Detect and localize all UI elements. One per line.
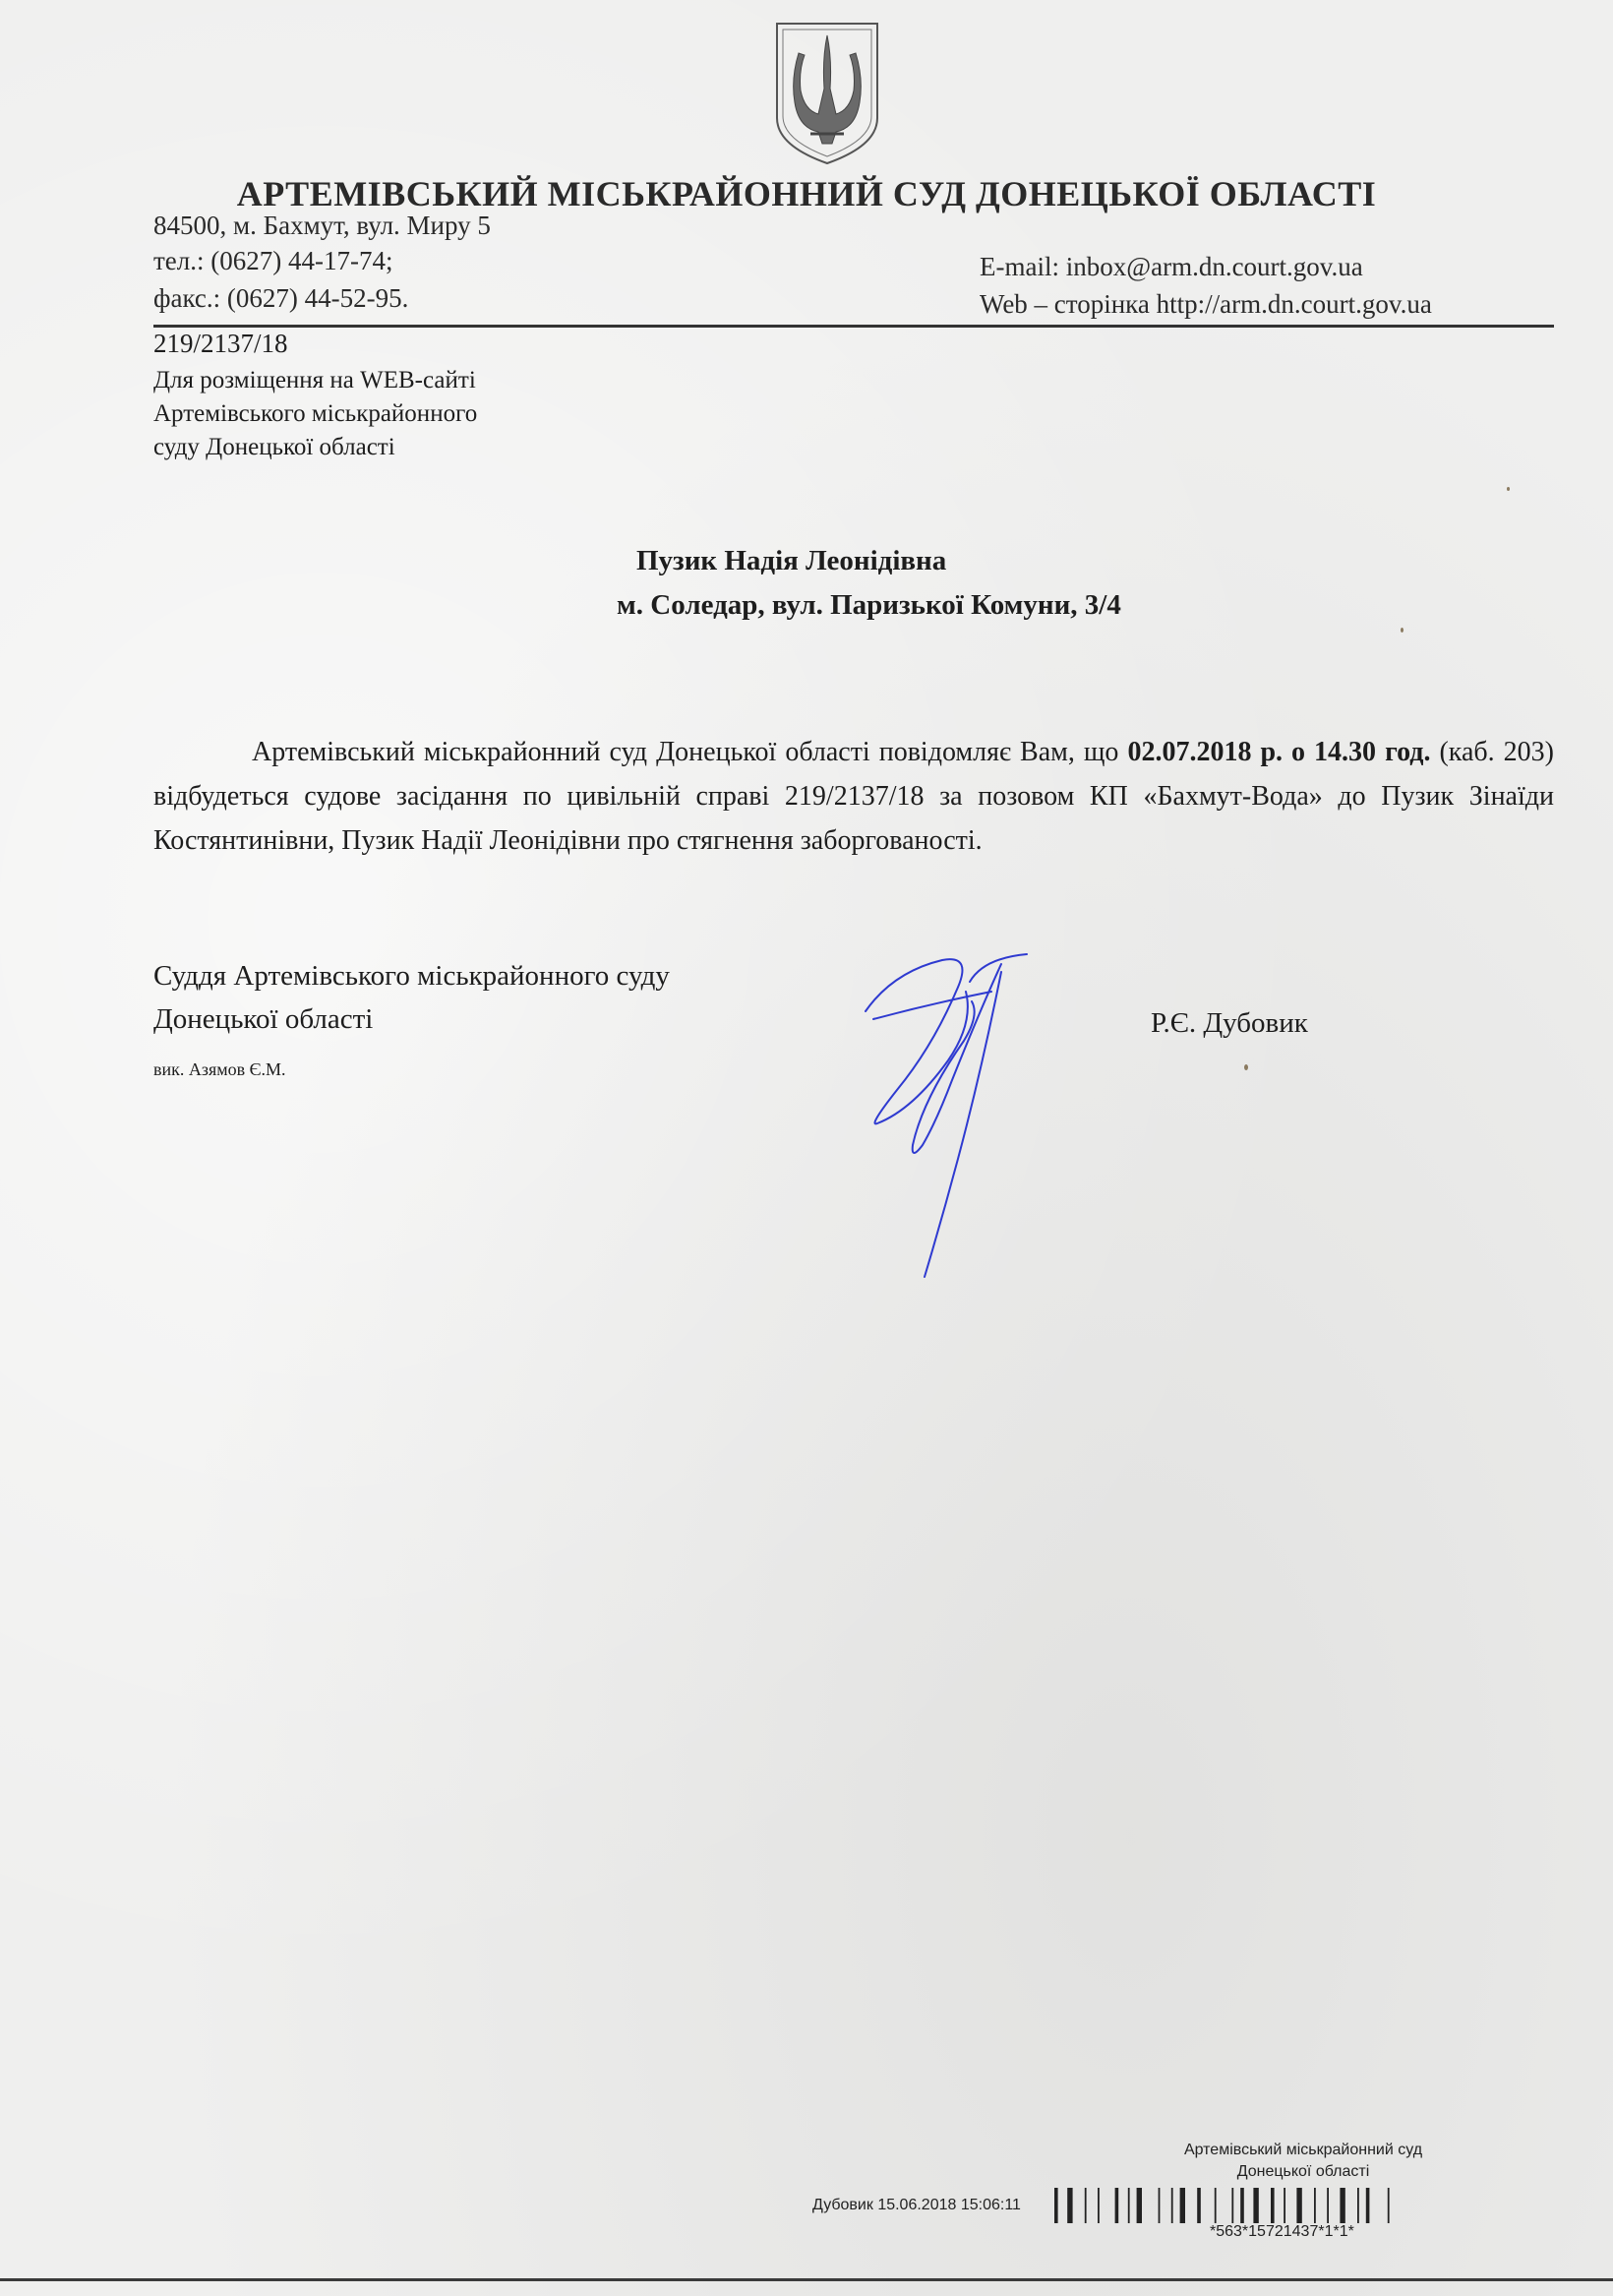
barcode-bar [1128,2188,1130,2223]
notice-paragraph [153,730,1554,863]
recipient-name: Пузик Надія Леонідівна [636,545,947,576]
stamp-line: Донецької області [1236,2163,1370,2180]
barcode-bar [1284,2188,1285,2223]
recipient-address: м. Соледар, вул. Паризької Комуни, 3/4 [617,589,1121,621]
page-edge-shadow [0,2278,1613,2281]
paper-speck [1507,487,1510,491]
barcode-bar [1271,2188,1275,2223]
barcode-bar [1388,2188,1390,2223]
executor-note: вик. Азямов Є.М. [153,1059,286,1079]
barcode-bar [1197,2188,1201,2223]
barcode-bar [1314,2188,1316,2223]
hearing-datetime: 02.07.2018 р. о 14.30 год. [1127,737,1431,767]
court-website: Web – сторінка http://arm.dn.court.gov.ua [980,289,1432,319]
barcode-text: *563*15721437*1*1* [1210,2223,1354,2240]
web-note-line: Для розміщення на WEB-сайті [153,367,476,393]
document-barcode [1054,2188,1556,2223]
barcode-bar [1115,2188,1119,2223]
barcode-bar [1180,2188,1185,2223]
barcode-bar [1098,2188,1100,2223]
barcode-bar [1240,2188,1244,2223]
court-email: E-mail: inbox@arm.dn.court.gov.ua [980,252,1363,281]
barcode-bar [1137,2188,1142,2223]
judge-title-line: Донецької області [153,1003,374,1035]
judge-name: Р.Є. Дубовик [1151,1007,1308,1039]
header-rule [153,325,1554,328]
judge-title [153,954,670,1041]
handwritten-signature [854,952,1039,1279]
notice-details: (каб. 203) відбудеться судове засідання по цивільній справі 219/2137/18 за позовом КП «Бахмут-Вода» до Пузик Зінаїди Костянтинівни, Пузик Надії Леонідівни про стягнення заборгованості. [153,737,1554,856]
barcode-bar [1054,2188,1058,2223]
signature-timestamp: Дубовик 15.06.2018 15:06:11 [812,2197,1021,2213]
barcode-bar [1366,2188,1370,2223]
recipient-block [617,539,1121,628]
stamp-line: Артемівський міськрайонний суд [1183,2142,1423,2158]
case-number: 219/2137/18 [153,329,288,358]
barcode-bar [1231,2188,1233,2223]
court-address: 84500, м. Бахмут, вул. Миру 5 [153,211,491,240]
barcode-bar [1340,2188,1344,2223]
barcode-bar [1171,2188,1173,2223]
court-stamp [1141,2140,1465,2183]
barcode-bar [1296,2188,1301,2223]
web-note-line: Артемівського міськрайонного [153,400,478,427]
court-phone: тел.: (0627) 44-17-74; [153,246,393,275]
coat-of-arms-icon [771,20,883,167]
barcode-bar [1067,2188,1072,2223]
barcode-bar [1085,2188,1087,2223]
barcode-bar [1215,2188,1217,2223]
judge-title-line: Суддя Артемівського міськрайонного суду [153,960,670,992]
barcode-bar [1253,2188,1258,2223]
notice-intro: Артемівський міськрайонний суд Донецької області повідомляє Вам, що [252,737,1119,767]
court-name-heading: АРТЕМІВСЬКИЙ МІСЬКРАЙОННИЙ СУД ДОНЕЦЬКОЇ ОБЛАСТІ [236,174,1377,213]
web-publication-note [153,364,477,464]
barcode-bar [1327,2188,1329,2223]
web-note-line: суду Донецької області [153,434,395,460]
paper-speck [1401,628,1404,633]
court-fax: факс.: (0627) 44-52-95. [153,283,409,313]
barcode-bar [1357,2188,1359,2223]
paper-speck [1244,1064,1248,1070]
barcode-bar [1159,2188,1161,2223]
